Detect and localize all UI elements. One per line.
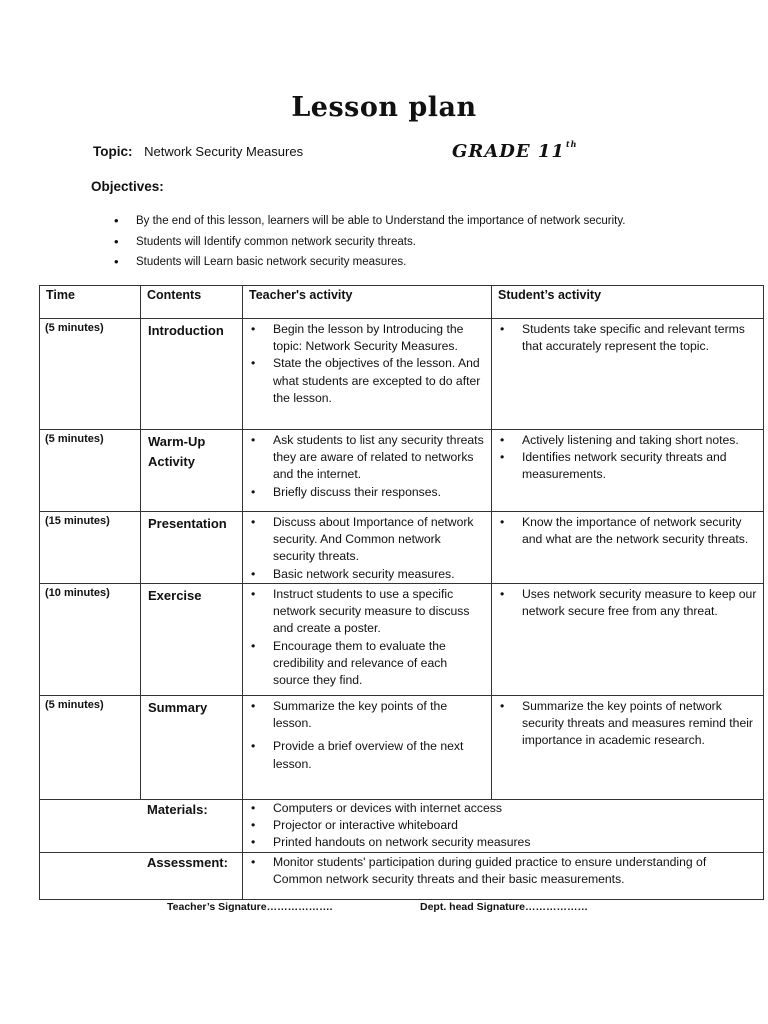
row-time: (10 minutes) (40, 584, 141, 696)
row-teacher-activity (243, 584, 492, 696)
list-item: • Actively listening and taking short notes. (522, 432, 757, 449)
row-student-activity (492, 696, 764, 800)
table-row (40, 430, 764, 512)
row-student-activity (492, 430, 764, 512)
list-item: • Briefly discuss their responses. (273, 484, 485, 501)
objectives-list (112, 212, 625, 274)
assessment-list-cell (243, 853, 764, 900)
list-item: • Instruct students to use a specific network security measure to discuss and create a poster. (273, 586, 485, 638)
table-row (40, 584, 764, 696)
grade-text: GRADE 11 (452, 141, 565, 162)
row-time: (5 minutes) (40, 696, 141, 800)
list-item: • Summarize the key points of the lesson. (273, 698, 485, 732)
row-content: Presentation (141, 512, 243, 584)
row-time: (5 minutes) (40, 430, 141, 512)
list-item: • Uses network security measure to keep our network secure free from any threat. (522, 586, 757, 620)
list-item: • Discuss about Importance of network security. And Common network security threats. (273, 514, 485, 566)
row-time: (15 minutes) (40, 512, 141, 584)
row-teacher-activity (243, 696, 492, 800)
objectives-heading: Objectives: (91, 179, 164, 194)
topic-line (93, 144, 303, 159)
list-item: • Know the importance of network security and what are the network security threats. (522, 514, 757, 548)
grade-suffix: th (565, 139, 578, 149)
table-row (40, 319, 764, 430)
header-contents: Contents (141, 286, 243, 319)
row-content: Introduction (141, 319, 243, 430)
table-row (40, 512, 764, 584)
grade-label (452, 141, 577, 162)
materials-label: Materials: (40, 800, 243, 853)
list-item: • Printed handouts on network security measures (273, 834, 757, 851)
row-student-activity (492, 584, 764, 696)
list-item: • Begin the lesson by Introducing the topic: Network Security Measures. (273, 321, 485, 355)
header-teacher-activity: Teacher's activity (243, 286, 492, 319)
list-item: • Identifies network security threats and measurements. (522, 449, 757, 483)
dept-head-signature: Dept. head Signature……………… (420, 901, 589, 913)
topic-label: Topic: (93, 144, 133, 159)
row-teacher-activity (243, 512, 492, 584)
row-time: (5 minutes) (40, 319, 141, 430)
objective-item: • Students will Identify common network security threats. (112, 233, 625, 254)
assessment-row (40, 853, 764, 900)
objective-item: • Students will Learn basic network security measures. (112, 253, 625, 274)
topic-value: Network Security Measures (144, 144, 304, 159)
list-item: • Summarize the key points of network security threats and measures remind their importance in academic research. (522, 698, 757, 750)
row-content: Exercise (141, 584, 243, 696)
objective-item: • By the end of this lesson, learners will be able to Understand the importance of network security. (112, 212, 625, 233)
page-title: Lesson plan (291, 92, 477, 123)
row-student-activity (492, 512, 764, 584)
list-item: • Provide a brief overview of the next lesson. (273, 738, 485, 772)
row-student-activity (492, 319, 764, 430)
materials-list-cell (243, 800, 764, 853)
lesson-plan-table (39, 285, 764, 900)
table-row (40, 696, 764, 800)
table-header-row (40, 286, 764, 319)
list-item: • Encourage them to evaluate the credibility and relevance of each source they find. (273, 638, 485, 690)
list-item: • Basic network security measures. (273, 566, 485, 583)
header-student-activity: Student’s activity (492, 286, 764, 319)
row-content: Summary (141, 696, 243, 800)
list-item: • Students take specific and relevant terms that accurately represent the topic. (522, 321, 757, 355)
row-teacher-activity (243, 430, 492, 512)
header-time: Time (40, 286, 141, 319)
row-teacher-activity (243, 319, 492, 430)
assessment-label: Assessment: (40, 853, 243, 900)
list-item: • Computers or devices with internet access (273, 800, 757, 817)
teacher-signature: Teacher’s Signature………………. (167, 901, 333, 913)
list-item: • Monitor students' participation during guided practice to ensure understanding of Common network security threats and their basic measurements. (273, 854, 757, 888)
list-item: • Projector or interactive whiteboard (273, 817, 757, 834)
list-item: • Ask students to list any security threats they are aware of related to networks and the internet. (273, 432, 485, 484)
row-content: Warm-Up Activity (141, 430, 243, 512)
list-item: • State the objectives of the lesson. And what students are excepted to do after the lesson. (273, 355, 485, 407)
materials-row (40, 800, 764, 853)
